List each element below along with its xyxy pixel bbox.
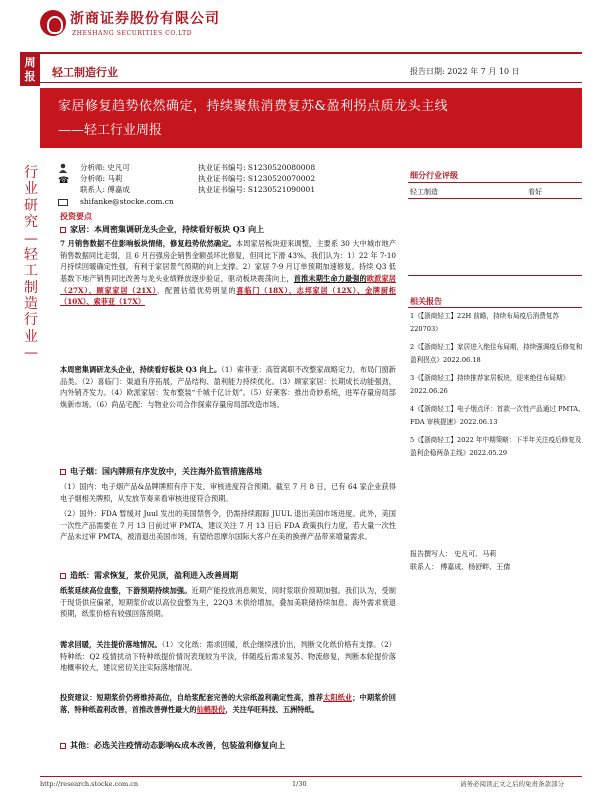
company-name-cn: 浙商证券股份有限公司 xyxy=(70,11,220,27)
analyst-row-1: 分析师: 史凡可 xyxy=(80,163,130,172)
header-divider xyxy=(40,52,582,54)
investment-points-heading: 投资要点 xyxy=(60,211,92,221)
bullet-icon xyxy=(60,743,66,749)
rating-value: 看好 xyxy=(528,188,542,196)
analyst-license-3: 执业证书编号: S1230521090001 xyxy=(198,185,316,194)
rating-sector: 轻工制造 xyxy=(410,188,438,196)
ecig-section-title: 电子烟：国内牌照有序发放中，关注海外监管措施落地 xyxy=(60,466,262,477)
other-section-title: 其他：必选关注疫情动态影响&成本改善，包装盈利修复向上 xyxy=(60,740,285,751)
paper-paragraph-2: 需求回暖，关注提价落地情况。（1）文化纸：需求回暖，纸企继续涨价出，判断文化纸价格有支撑。（2）特种纸：Q2 疫情扰动下特种纸提价情况表现较为平淡，伴随疫后需求复苏、物流修复，判断本轮提价落地概率较大，建议密切关注实际落地情况。 xyxy=(60,640,396,673)
analyst-email[interactable]: shifanke@stocke.com.cn xyxy=(80,197,174,206)
related-reports-title: 相关报告 xyxy=(410,296,442,306)
home-section-title: 家居：本周密集调研龙头企业，持续看好板块 Q3 向上 xyxy=(60,224,264,235)
ecig-paragraph-2: （2）国外：FDA 暂缓对 Juul 发出的美国禁售令，仍需持续跟踪 JUUL 退出美国市场进度。此外，美国一次性产品需要在 7 月 13 日前过审 PMTA，建议关注 7 月 13 日后 FDA 政策执行力度，若大量一次性产品未过审 PMTA，被清退出美国市场，有望给思摩尔国际大客户在美的换弹产品带来增量需求。 xyxy=(60,509,396,542)
rating-row-divider xyxy=(408,198,582,199)
analyst-license-2: 执业证书编号: S1230520070002 xyxy=(198,174,316,183)
bullet-icon xyxy=(60,227,66,233)
industry-name: 轻工制造行业 xyxy=(52,66,118,79)
page-number: 1/30 xyxy=(292,780,307,788)
analyst-row-2: 分析师: 马莉 xyxy=(80,174,123,183)
paper-section-title: 造纸：需求恢复，浆价见顶，盈利进入改善周期 xyxy=(60,570,238,581)
phone-icon: ☎ xyxy=(58,176,70,186)
rating-divider xyxy=(408,182,582,183)
related-report-item[interactable]: 2《【浙商轻工】家居进入绝佳布局期，持续强调疫后修复和盈利拐点》2022.06.18 xyxy=(410,343,583,364)
footer-divider xyxy=(40,776,582,777)
analyst-row-3: 联系人: 傅嘉成 xyxy=(80,185,130,194)
report-title: 家居修复趋势依然确定，持续聚焦消费复苏&盈利拐点质龙头主线 xyxy=(58,99,449,114)
header-rule xyxy=(40,82,582,83)
related-report-item[interactable]: 4《【浙商轻工】电子烟点评：首款一次性产品通过 PMTA、FDA 审核提速》2022.06.13 xyxy=(410,405,585,426)
related-report-item[interactable]: 3《【浙商轻工】持续推荐家居板块，迎来绝佳布局期》2022.06.26 xyxy=(410,374,570,395)
footer-disclaimer: 请务必阅读正文之后的免责条款部分 xyxy=(460,780,564,788)
mail-icon xyxy=(58,199,68,206)
company-logo-icon xyxy=(40,10,66,36)
bullet-icon xyxy=(60,573,66,579)
title-banner xyxy=(40,88,582,148)
author-box xyxy=(410,548,510,575)
related-report-item[interactable]: 1《【浙商轻工】22H 前瞻，持续布局疫后消费复苏 220703》 xyxy=(410,312,560,333)
rating-bottom-divider xyxy=(408,275,582,276)
analyst-license-1: 执业证书编号: S1230520080008 xyxy=(198,163,316,172)
home-paragraph-2: 本周密集调研龙头企业，持续看好板块 Q3 向上。（1）索菲亚：高管离职不改整家战略定力，布局门窗新品类。（2）喜临门：渠道有序拓展，产品结构、盈利能力持续优化。（3）顾家家居：长期成长动能强劲，内外销齐发力。（4）欧派家居：发布整装“千城千亿计划”。（5）好莱客：推出奇妙系统，进军存量房局部焕新市场。（6）尚品宅配：与物业公司合作探索存量房局部改造市场。 xyxy=(60,365,396,409)
rating-title: 细分行业评级 xyxy=(410,170,458,180)
weekly-tab: 周报 xyxy=(20,52,40,86)
report-date: 报告日期: 2022 年 7 月 10 日 xyxy=(410,67,520,76)
home-paragraph-1: 7 月销售数据不住影响板块情绪，修复趋势依然确定。本周家居板块迎来调整，主要系 30 大中城市地产销售数据同比走弱，且 6 月百强房企销售金额虽环比修复，但同比下滑 43%。我们认为：1）22 年 7-10 月持续回暖确定性强，有利于家居景气预期的向上支撑。2）家居 7-9 月订单预期加速修复。持续 Q3 低基数下地产销售同比改善与龙头业绩释放逐步验证，驱动板块震荡向上，首推未期生命力最强的欧派家居（27X）、顾家家居（21X），配置估值优势明显的喜临门（18X）、志邦家居（12X）、金牌厨柜（10X）、索菲亚（17X） xyxy=(60,239,397,307)
paper-advice: 投资建议：短期浆价仍将维持高位，自给浆配套完善的大宗纸盈利确定性高，推荐太阳纸业；中期浆价回落，特种纸盈利改善，首推改善弹性最大的仙鹤股份，关注华旺科技、五洲特纸。 xyxy=(60,693,396,714)
related-report-item[interactable]: 5《【浙商轻工】2022 年中期策略：下半年关注疫后修复及盈利企稳两条主线》2022.05.29 xyxy=(410,436,582,457)
related-divider xyxy=(408,307,582,308)
ecig-paragraph-1: （1）国内：电子烟产品&品牌牌照有序下发，审核进度符合预期。截至 7 月 8 日，已有 64 家企业获得电子烟相关牌照，从发放节奏来看审核进度符合预期。 xyxy=(60,482,396,503)
bullet-icon xyxy=(60,469,66,475)
contacts-line: 联系人： 傅嘉成、杨舒畔、王倩 xyxy=(410,563,511,572)
related-reports-list xyxy=(410,310,585,465)
report-subtitle: ——轻工行业周报 xyxy=(58,123,163,138)
paper-paragraph-1: 纸浆延续高位盘整，下游预期持续加强。近期产能投放消息频发，同时浆联价预期加强。我们认为，受制于现货供应偏紧，短期浆价或以高位盘整为主，22Q3 木供给增加，叠加美联储持续加息、海外需求衰退预期，纸浆价格有较强回落预期。 xyxy=(60,586,396,619)
company-name-en: ZHESHANG SECURITIES CO.LTD xyxy=(72,30,193,37)
footer-url[interactable]: http://research.stocke.com.cn xyxy=(40,780,139,788)
side-vertical-label: 行业研究—轻工制造行业— xyxy=(24,165,38,362)
authors-line: 报告撰写人： 史凡可、马莉 xyxy=(410,550,497,558)
